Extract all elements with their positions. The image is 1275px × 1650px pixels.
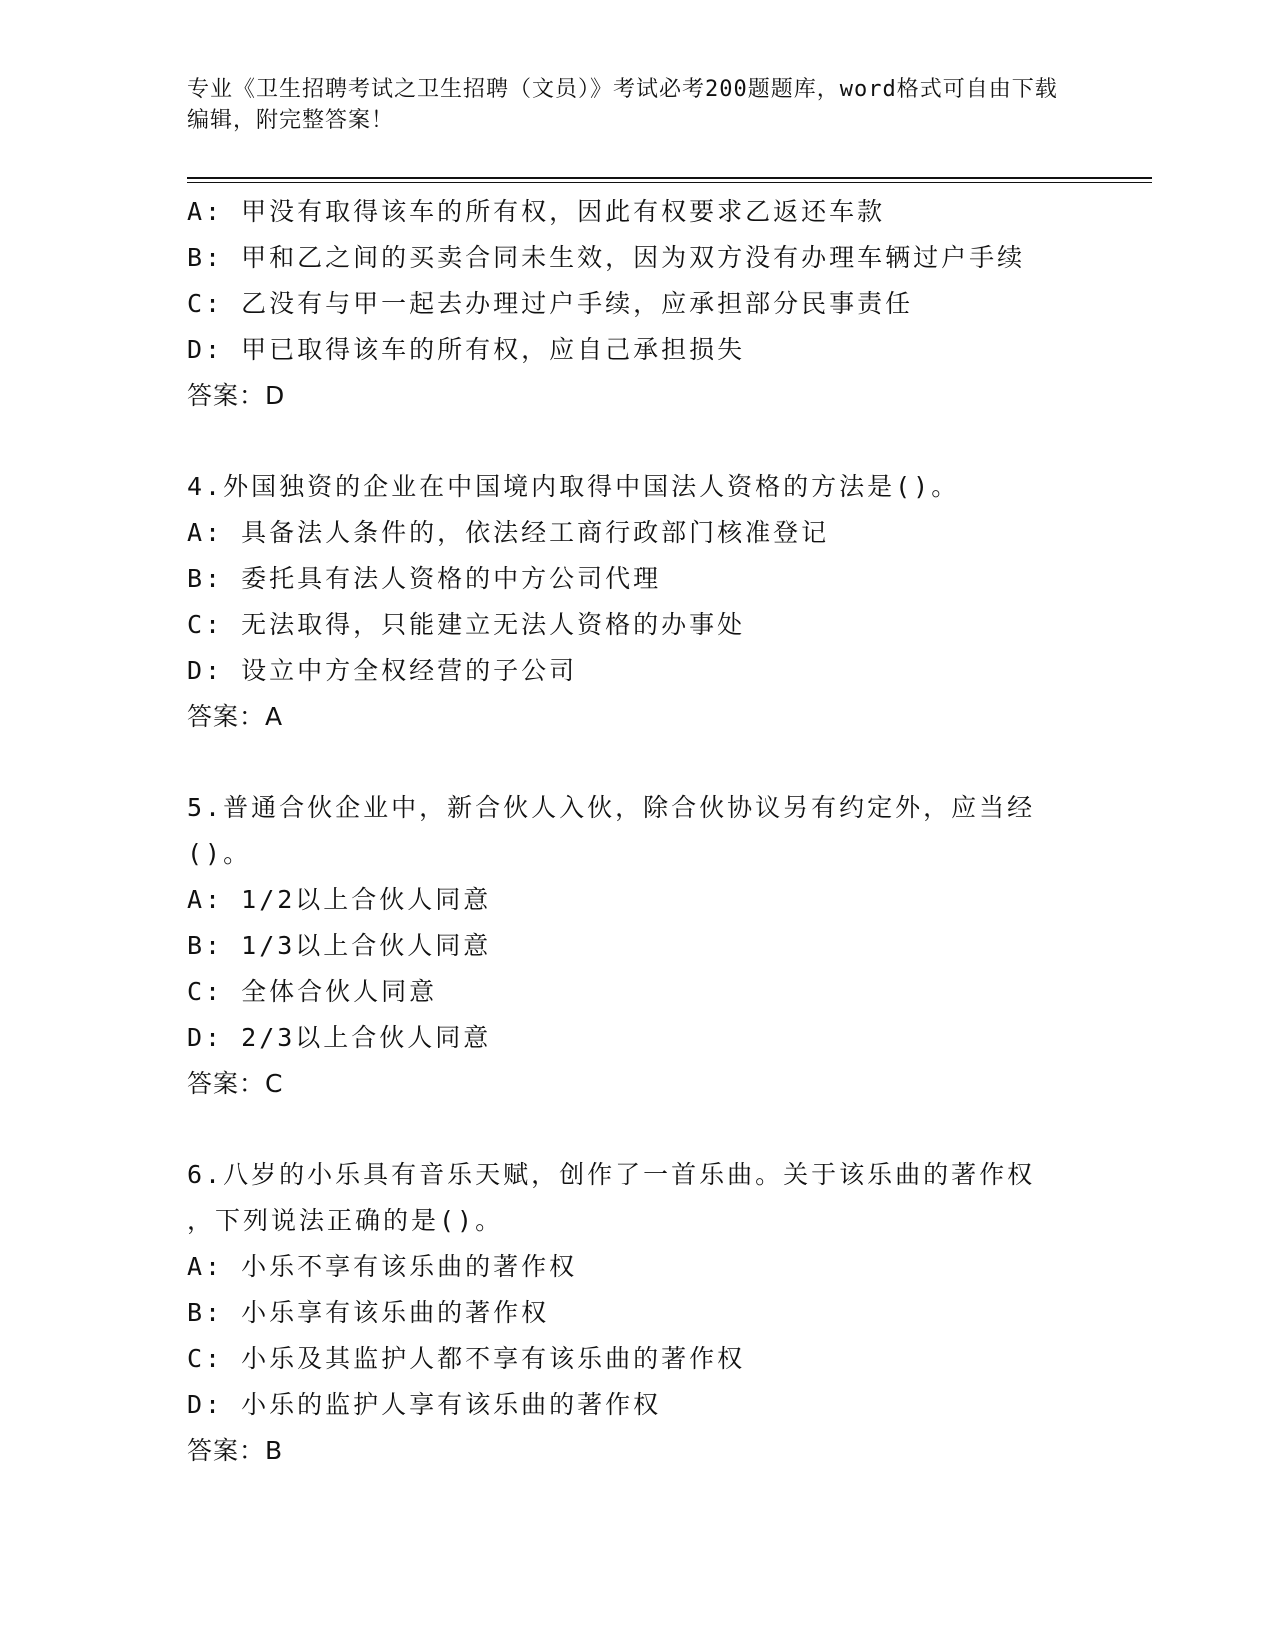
- option-b: B: 委托具有法人资格的中方公司代理: [187, 564, 662, 593]
- document-header: [187, 74, 1067, 136]
- option-c: C: 乙没有与甲一起去办理过户手续，应承担部分民事责任: [187, 289, 914, 318]
- option-c: C: 小乐及其监护人都不享有该乐曲的著作权: [187, 1344, 746, 1373]
- option-b: B: 甲和乙之间的买卖合同未生效，因为双方没有办理车辆过户手续: [187, 243, 1026, 272]
- question-text-line-1: 6.八岁的小乐具有音乐天赋，创作了一首乐曲。关于该乐曲的著作权: [187, 1160, 1036, 1189]
- question-text-line-2: ()。: [187, 839, 252, 868]
- option-d: D: 2/3以上合伙人同意: [187, 1023, 492, 1052]
- question-5: [187, 785, 1067, 1107]
- option-d: D: 小乐的监护人享有该乐曲的著作权: [187, 1390, 662, 1419]
- answer: 答案：B: [187, 1436, 284, 1465]
- header-title: 专业《卫生招聘考试之卫生招聘（文员）》考试必考200题题库，word格式可自由下载编辑，附完整答案！: [187, 77, 1058, 133]
- option-b: B: 1/3以上合伙人同意: [187, 931, 492, 960]
- question-text-line-2: ，下列说法正确的是()。: [187, 1206, 504, 1235]
- option-c: C: 全体合伙人同意: [187, 977, 438, 1006]
- header-divider-thin: [187, 182, 1152, 183]
- option-a: A: 小乐不享有该乐曲的著作权: [187, 1252, 578, 1281]
- answer: 答案：D: [187, 381, 286, 410]
- option-c: C: 无法取得，只能建立无法人资格的办事处: [187, 610, 746, 639]
- header-divider-thick: [187, 177, 1152, 179]
- option-d: D: 甲已取得该车的所有权，应自己承担损失: [187, 335, 746, 364]
- question-6: [187, 1152, 1067, 1474]
- question-4: [187, 464, 1067, 740]
- answer: 答案：A: [187, 702, 284, 731]
- option-a: A: 具备法人条件的，依法经工商行政部门核准登记: [187, 518, 830, 547]
- spacer: [187, 1107, 1067, 1152]
- question-list: [187, 189, 1067, 1474]
- spacer: [187, 740, 1067, 785]
- question-3: [187, 189, 1067, 419]
- question-text: 4.外国独资的企业在中国境内取得中国法人资格的方法是()。: [187, 472, 960, 501]
- option-a: A: 甲没有取得该车的所有权，因此有权要求乙返还车款: [187, 197, 886, 226]
- question-text-line-1: 5.普通合伙企业中，新合伙人入伙，除合伙协议另有约定外，应当经: [187, 793, 1036, 822]
- spacer: [187, 419, 1067, 464]
- option-b: B: 小乐享有该乐曲的著作权: [187, 1298, 550, 1327]
- option-a: A: 1/2以上合伙人同意: [187, 885, 492, 914]
- answer: 答案：C: [187, 1069, 284, 1098]
- option-d: D: 设立中方全权经营的子公司: [187, 656, 578, 685]
